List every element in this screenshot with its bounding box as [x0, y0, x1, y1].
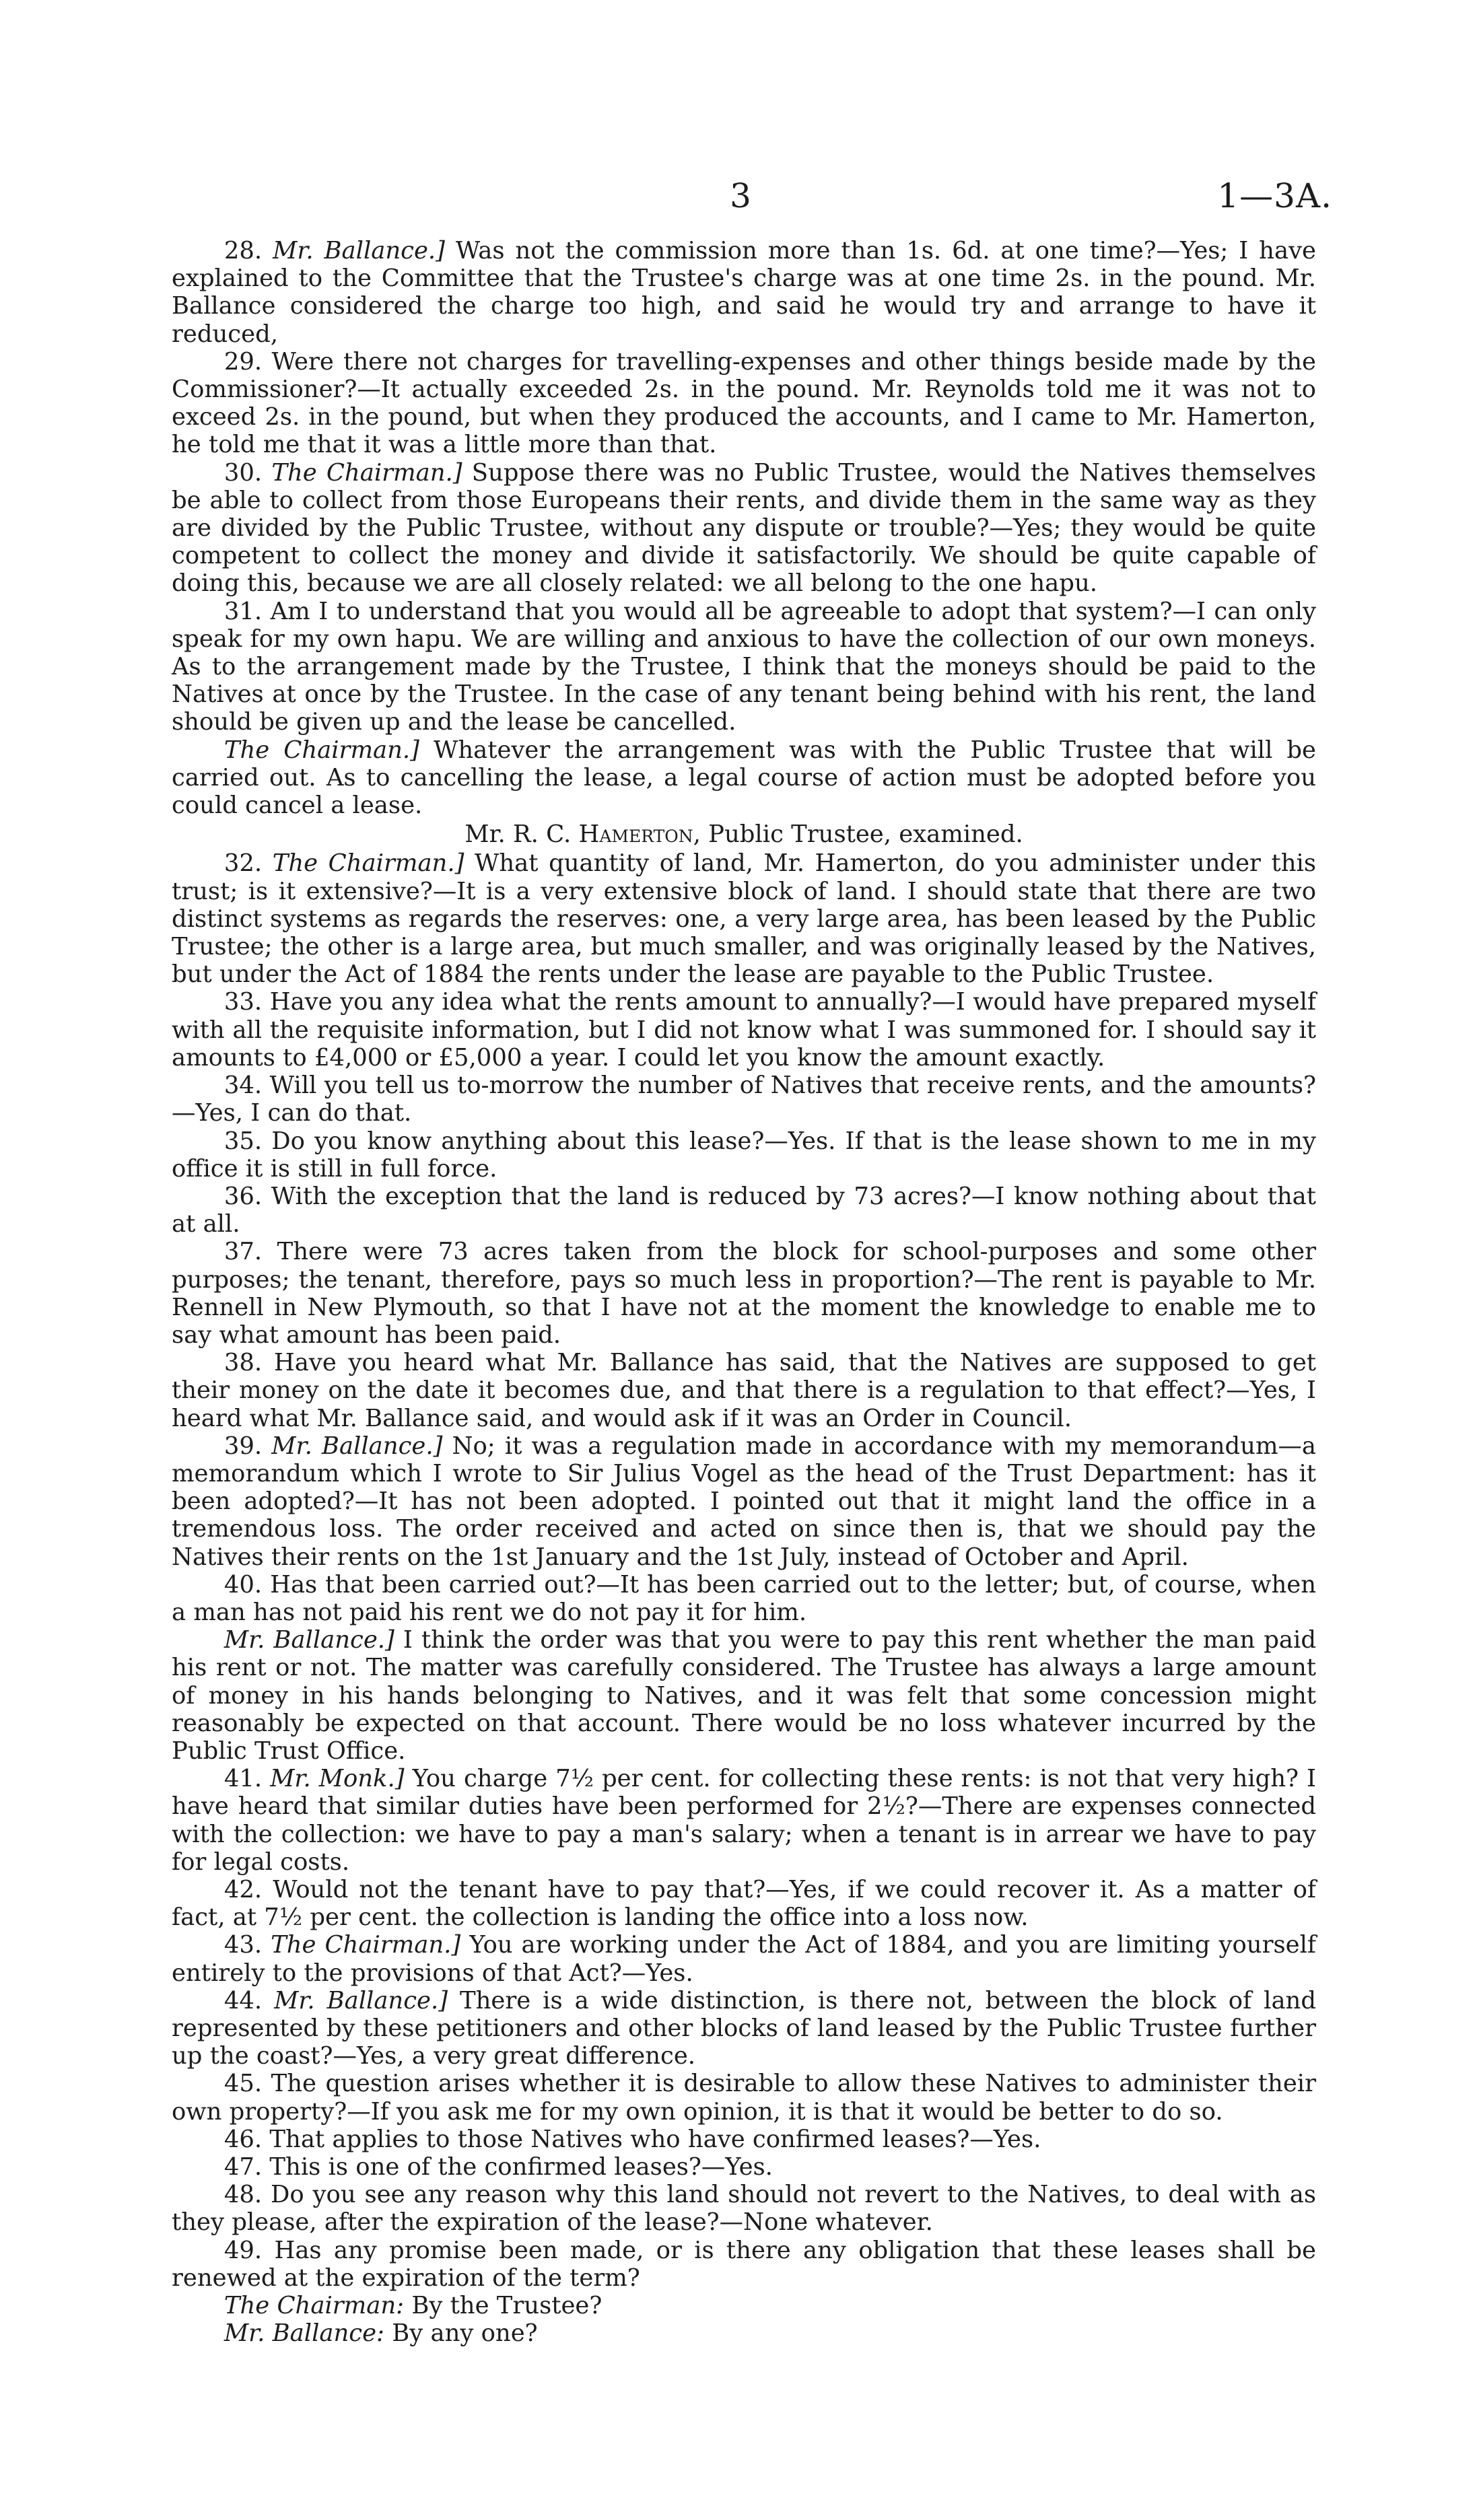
paragraph-text: You are working under the Act of 1884, and you are limiting yourself entirely to the provisions of that Act?—Yes.: [172, 1931, 1317, 1987]
speaker: The Chairman.]: [271, 458, 462, 487]
paragraph-text: Was not the commission more than 1s. 6d. at one time?—Yes; I have explained to the Committee that the Trustee's charge was at one time 2s. in the pound. Mr. Ballance considered the charge too high, and said he would try and arrange to have it reduced,: [172, 237, 1317, 348]
question-number: 32.: [223, 849, 263, 878]
paragraph: [172, 1987, 1316, 2070]
paragraph: [172, 598, 1316, 736]
question-block-2: [172, 849, 1316, 2292]
body-text: [172, 237, 1316, 2347]
paragraph: [172, 237, 1316, 348]
paragraph-text: There were 73 acres taken from the block for school-purposes and some other purposes; the tenant, therefore, pays so much less in proportion?—The rent is payable to Mr. Rennell in New Plymouth, so that I have not at the moment the knowledge to enable me to say what amount has been paid.: [172, 1238, 1316, 1349]
paragraph-text: Whatever the arrangement was with the Public Trustee that will be carried out. As to cancelling the lease, a legal course of action must be adopted before you could cancel a lease.: [172, 736, 1317, 820]
paragraph-text: You charge 7½ per cent. for collecting these rents: is not that very high? I have heard that similar duties have been performed for 2½?—There are expenses connected with the collection: we have to pay a man's salary; when a tenant is in arrear we have to pay for legal costs.: [172, 1765, 1317, 1876]
paragraph-text: This is one of the confirmed leases?—Yes.: [269, 2153, 773, 2181]
paragraph: [172, 849, 1316, 988]
question-number: 28.: [223, 237, 263, 265]
paragraph-text: That applies to those Natives who have confirmed leases?—Yes.: [269, 2125, 1041, 2153]
paragraph: [172, 2319, 1316, 2347]
speaker: The Chairman.]: [271, 1931, 461, 1959]
question-number: 35.: [223, 1127, 263, 1155]
paragraph: [172, 1626, 1316, 1765]
paragraph: [172, 1765, 1316, 1876]
speaker: Mr. Monk.]: [270, 1765, 405, 1793]
paragraph-text: Were there not charges for travelling-expenses and other things beside made by the Commissioner?—It actually exceeded 2s. in the pound. Mr. Reynolds told me it was not to exceed 2s. in the pound, but when they produced the accounts, and I came to Mr. Hamerton, he told me that it was a little more than that.: [172, 347, 1316, 459]
paragraph: [172, 2126, 1316, 2153]
question-number: 39.: [223, 1432, 263, 1460]
speaker: Mr. Ballance.]: [274, 1986, 448, 2015]
paragraph-text: Suppose there was no Public Trustee, would the Natives themselves be able to collect from those Europeans their rents, and divide them in the same way as they are divided by the Public Trustee, without any dispute or trouble?—Yes; they would be quite competent to collect the money and divide it satisfactorily. We should be quite capable of doing this, because we are all closely related: we all belong to the one hapu.: [172, 458, 1317, 598]
speaker: Mr. Ballance.]: [271, 1432, 443, 1460]
paragraph-text: The question arises whether it is desirable to allow these Natives to administer their own property?—If you ask me for my own opinion, it is that it would be better to do so.: [172, 2070, 1317, 2126]
question-number: 37.: [223, 1238, 263, 1266]
question-number: 40.: [223, 1570, 263, 1599]
question-number: 48.: [223, 2181, 263, 2209]
question-number: 42.: [223, 1875, 263, 1903]
paragraph: [172, 2181, 1316, 2236]
closing-block: [172, 2292, 1316, 2347]
paragraph: [172, 1931, 1316, 1986]
paragraph-text: No; it was a regulation made in accordance with my memorandum—a memorandum which I wrote to Sir Julius Vogel as the head of the Trust Department: has it been adopted?—It has not been adopted. I pointed out that it might land the office in a tremendous loss. The order received and acted on since then is, that we should pay the Natives their rents on the 1st January and the 1st July, instead of October and April.: [172, 1432, 1317, 1571]
paragraph-text: Has any promise been made, or is there any obligation that these leases shall be renewed at the expiration of the term?: [172, 2236, 1316, 2292]
question-block-1: [172, 237, 1316, 819]
paragraph: [172, 2237, 1316, 2292]
paragraph-text: Has that been carried out?—It has been carried out to the letter; but, of course, when a man has not paid his rent we do not pay it for him.: [172, 1570, 1316, 1626]
speaker: Mr. Ballance:: [223, 2319, 384, 2348]
paragraph: [172, 1183, 1316, 1238]
witness-name: Hamerton: [578, 820, 693, 849]
paragraph: [172, 988, 1316, 1072]
question-number: 45.: [223, 2070, 263, 2098]
paragraph: [172, 1876, 1316, 1931]
paragraph: [172, 2292, 1316, 2319]
question-number: 29.: [223, 347, 263, 376]
paragraph-text: Do you see any reason why this land should not revert to the Natives, to deal with as they please, after the expiration of the lease?—None whatever.: [172, 2181, 1317, 2237]
paragraph-text: By any one?: [392, 2319, 538, 2348]
question-number: 46.: [223, 2125, 263, 2153]
question-number: 30.: [223, 458, 263, 487]
paragraph: [172, 2070, 1316, 2125]
paragraph: [172, 348, 1316, 459]
paragraph-text: Have you heard what Mr. Ballance has said, that the Natives are supposed to get their money on the date it becomes due, and that there is a regulation to that effect?—Yes, I heard what Mr. Ballance said, and would ask if it was an Order in Council.: [172, 1349, 1316, 1432]
paragraph: [172, 1349, 1316, 1432]
paragraph-text: Have you any idea what the rents amount to annually?—I would have prepared myself with all the requisite information, but I did not know what I was summoned for. I should say it amounts to £4,000 or £5,000 a year. I could let you know the amount exactly.: [172, 988, 1317, 1072]
page-number: 3: [730, 176, 751, 215]
paragraph-text: Do you know anything about this lease?—Yes. If that is the lease shown to me in my office it is still in full force.: [172, 1127, 1316, 1183]
document-reference: 1—3A.: [1217, 176, 1332, 215]
paragraph: [172, 1238, 1316, 1349]
speaker: The Chairman.]: [223, 736, 419, 764]
speaker: The Chairman:: [223, 2292, 405, 2320]
question-number: 43.: [223, 1931, 263, 1959]
question-number: 36.: [223, 1182, 263, 1210]
question-number: 33.: [223, 988, 263, 1016]
question-number: 49.: [223, 2236, 263, 2264]
paragraph-text: There is a wide distinction, is there not, between the block of land represented by these petitioners and other blocks of land leased by the Public Trustee further up the coast?—Yes, a very great difference.: [172, 1986, 1317, 2070]
speaker: Mr. Ballance.]: [223, 1626, 394, 1654]
paragraph-text: With the exception that the land is reduced by 73 acres?—I know nothing about that at all.: [172, 1182, 1316, 1238]
paragraph-text: Would not the tenant have to pay that?—Yes, if we could recover it. As a matter of fact, at 7½ per cent. the collection is landing the office into a loss now.: [172, 1875, 1316, 1932]
question-number: 44.: [223, 1986, 263, 2015]
paragraph: [172, 736, 1316, 820]
paragraph: [172, 459, 1316, 598]
question-number: 34.: [223, 1072, 263, 1100]
question-number: 31.: [223, 597, 263, 625]
witness-heading: Mr. R. C. Hamerton, Public Trustee, examined.: [465, 820, 1023, 849]
paragraph-text: Am I to understand that you would all be agreeable to adopt that system?—I can only speak for my own hapu. We are willing and anxious to have the collection of our own moneys. As to the arrangement made by the Trustee, I think that the moneys should be paid to the Natives at once by the Trustee. In the case of any tenant being behind with his rent, the land should be given up and the lease be cancelled.: [172, 597, 1317, 736]
question-number: 47.: [223, 2153, 263, 2181]
speaker: The Chairman.]: [272, 849, 465, 878]
paragraph: [172, 1432, 1316, 1571]
paragraph: [172, 2153, 1316, 2181]
paragraph-text: By the Trustee?: [411, 2292, 603, 2320]
paragraph: [172, 1571, 1316, 1626]
question-number: 41.: [223, 1765, 263, 1793]
paragraph: [172, 1072, 1316, 1127]
paragraph-text: Will you tell us to-morrow the number of Natives that receive rents, and the amounts?—Yes, I can do that.: [172, 1072, 1317, 1127]
paragraph-text: What quantity of land, Mr. Hamerton, do you administer under this trust; is it extensive?—It is a very extensive block of land. I should state that there are two distinct systems as regards the reserves: one, a very large area, has been leased by the Public Trustee; the other is a large area, but much smaller, and was originally leased by the Natives, but under the Act of 1884 the rents under the lease are payable to the Public Trustee.: [172, 849, 1317, 989]
speaker: Mr. Ballance.]: [273, 237, 445, 265]
paragraph-text: I think the order was that you were to pay this rent whether the man paid his rent or not. The matter was carefully considered. The Trustee has always a large amount of money in his hands belonging to Natives, and it was felt that some concession might reasonably be expected on that account. There would be no loss whatever incurred by the Public Trust Office.: [172, 1626, 1316, 1765]
question-number: 38.: [223, 1349, 263, 1377]
paragraph: [172, 1127, 1316, 1183]
